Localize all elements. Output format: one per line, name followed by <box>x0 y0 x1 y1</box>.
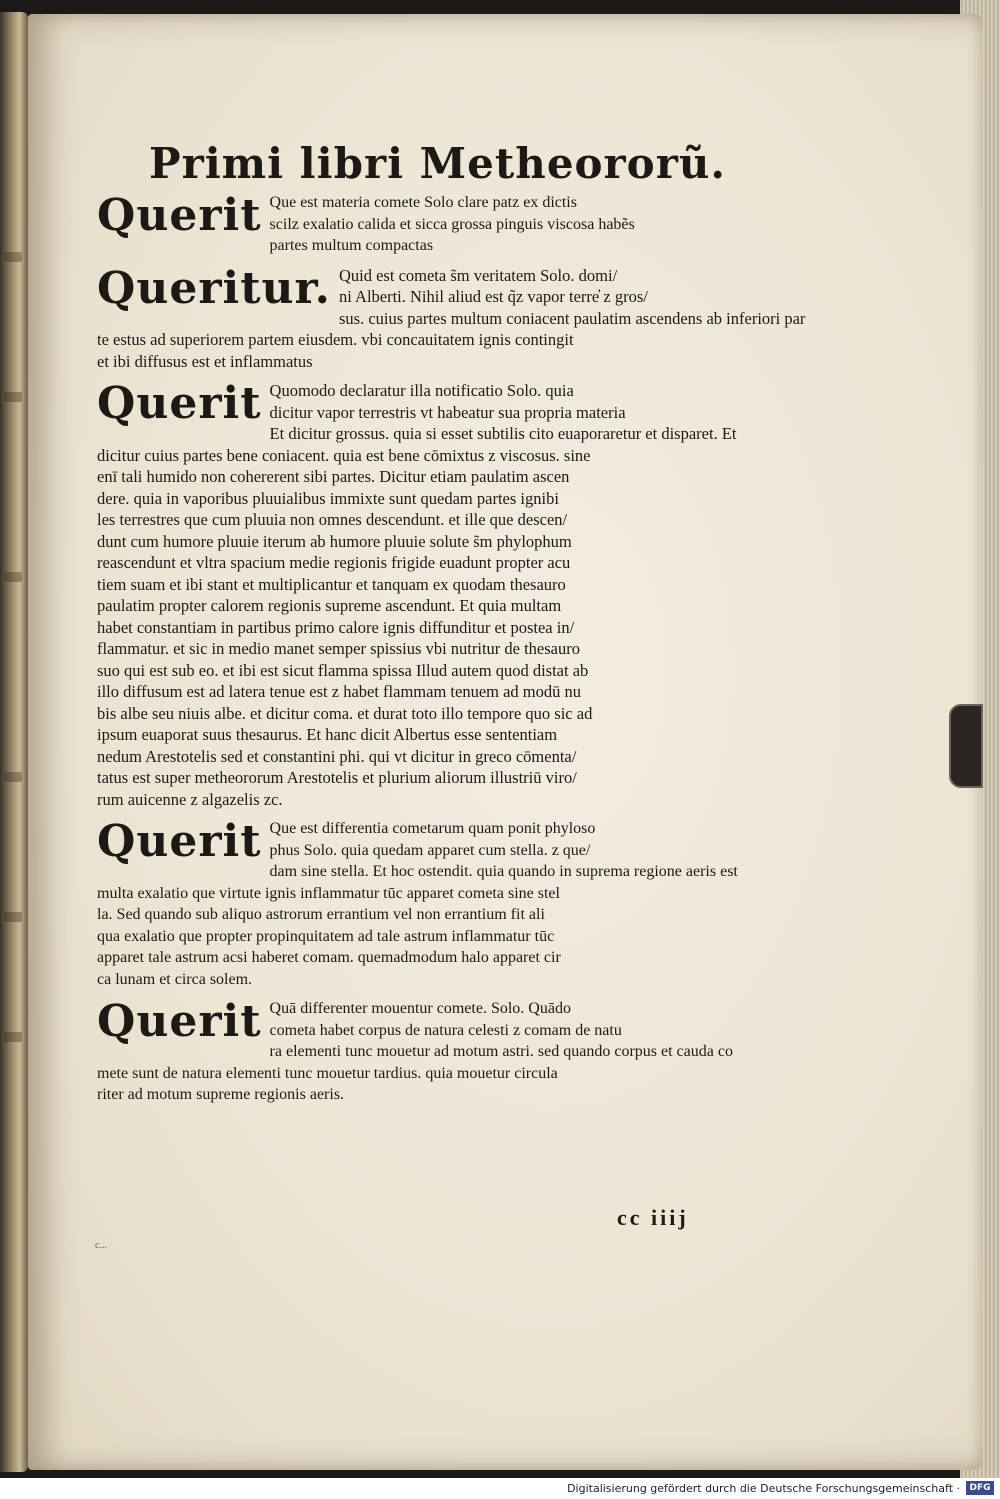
quaestio-block <box>97 192 737 257</box>
quaestio-block <box>97 818 737 990</box>
quaestio-block <box>97 380 737 810</box>
text-line: ca lunam et circa solem. <box>97 970 253 988</box>
text-line: multa exalatio que virtute ignis inflammatur tūc apparet cometa sine stel <box>97 884 560 902</box>
text-line: Quid est cometa s̃m veritatem Solo. domi/ <box>338 265 618 285</box>
text-line: tiem suam et ibi stant et multiplicantur et tanquam ex quodam thesauro <box>97 574 566 594</box>
quaestio-initial: Querit <box>97 816 262 867</box>
text-line: dunt cum humore pluuie iterum ab humore pluuie solute s̃m phylophum <box>97 531 572 551</box>
text-line: cometa habet corpus de natura celesti z comam de natu <box>269 1021 622 1039</box>
quaestio-block <box>97 998 737 1106</box>
text-line: tatus est super metheororum Arestotelis et plurium aliorum illustriū viro/ <box>97 768 577 787</box>
quaestio-block <box>97 262 806 373</box>
quaestio-initial: Querit <box>97 190 262 241</box>
text-line: Quā differenter mouentur comete. Solo. Quādo <box>269 1000 571 1017</box>
text-line: Que est differentia cometarum quam ponit phyloso <box>269 820 596 837</box>
text-line: partes multum compactas <box>269 237 434 254</box>
text-line: et ibi diffusus est et inflammatus <box>97 351 313 371</box>
text-block <box>97 139 806 1114</box>
text-line: ni Alberti. Nihil aliud est q̃z vapor terre̓ z gros/ <box>338 287 648 306</box>
text-line: apparet tale astrum acsi haberet comam. quemadmodum halo apparet cir <box>97 949 561 966</box>
text-line: la. Sed quando sub aliquo astrorum errantium vel non errantium fit ali <box>97 906 545 923</box>
text-line: ipsum euaporat suus thesaurus. Et hanc dicit Albertus esse sententiam <box>97 725 558 744</box>
text-line: qua exalatio que propter propinquitatem ad tale astrum inflammatur tūc <box>97 927 555 945</box>
quaestio-initial: Querit <box>97 996 262 1047</box>
text-line: illo diffusum est ad latera tenue est z habet flammam tenuem ad modū nu <box>97 682 582 701</box>
dfg-logo: DFG <box>966 1481 994 1495</box>
text-line: reascendunt et vltra spacium medie regionis frigide euadunt propter acu <box>97 553 571 572</box>
text-line: dere. quia in vaporibus pluuialibus immixte sunt quedam partes ignibi <box>97 488 559 508</box>
text-line: dam sine stella. Et hoc ostendit. quia quando in suprema regione aeris est <box>269 863 738 880</box>
running-title: Primi libri Metheororũ. <box>149 139 726 188</box>
text-line: riter ad motum supreme regionis aeris. <box>97 1086 345 1103</box>
text-line: phus Solo. quia quedam apparet cum stella. z que/ <box>269 841 591 859</box>
marginal-mark: c... <box>95 1240 107 1251</box>
text-line: rum auicenne z algazelis zc. <box>97 789 283 809</box>
text-line: les terrestres que cum pluuia non omnes descendunt. et ille que descen/ <box>97 510 568 529</box>
footer-bar <box>0 1478 1000 1499</box>
text-line: bis albe seu niuis albe. et dicitur coma. et durat toto illo tempore quo sic ad <box>97 703 593 723</box>
text-line: sus. cuius partes multum coniacent paulatim ascendens ab inferiori par <box>338 308 806 328</box>
text-line: habet constantiam in partibus primo calore ignis diffunditur et postea in/ <box>97 617 575 637</box>
text-line: Quomodo declaratur illa notificatio Solo. quia <box>269 381 574 400</box>
text-line: mete sunt de natura elementi tunc mouetur tardius. quia mouetur circula <box>97 1064 558 1082</box>
facing-page-edge <box>0 12 28 1472</box>
text-line: paulatim propter calorem regionis supreme ascendunt. Et quia multam <box>97 596 562 615</box>
text-line: Que est materia comete Solo clare patz ex dictis <box>269 194 577 211</box>
text-line: scilz exalatio calida et sicca grossa pinguis viscosa habẽs <box>269 215 635 233</box>
text-line: dicitur cuius partes bene coniacent. quia est bene cōmixtus z viscosus. sine <box>97 445 591 465</box>
text-line: Et dicitur grossus. quia si esset subtilis cito euaporaretur et disparet. Et <box>269 424 737 443</box>
text-line: ra elementi tunc mouetur ad motum astri. sed quando corpus et cauda co <box>269 1043 733 1060</box>
page-clip <box>949 704 983 788</box>
footer-credit: Digitalisierung gefördert durch die Deutsche Forschungsgemeinschaft · <box>567 1482 960 1495</box>
quaestiones-list <box>97 190 806 1106</box>
text-line: te estus ad superiorem partem eiusdem. vbi concauitatem ignis contingit <box>97 330 574 349</box>
folio-number: cc iiij <box>617 1205 689 1230</box>
text-line: flammatur. et sic in medio manet semper spissius vbi nutritur de thesauro <box>97 639 580 658</box>
text-line: enī tali humido non cohererent sibi partes. Dicitur etiam paulatim ascen <box>97 467 570 486</box>
quaestio-initial: Querit <box>97 378 262 429</box>
text-line: suo qui est sub eo. et ibi est sicut flamma spissa Illud autem quod distat ab <box>97 660 589 680</box>
text-line: nedum Arestotelis sed et constantini phi. qui vt dicitur in greco cōmenta/ <box>97 746 577 766</box>
quaestio-initial: Queritur. <box>97 262 331 314</box>
text-line: dicitur vapor terrestris vt habeatur sua propria materia <box>269 402 626 422</box>
